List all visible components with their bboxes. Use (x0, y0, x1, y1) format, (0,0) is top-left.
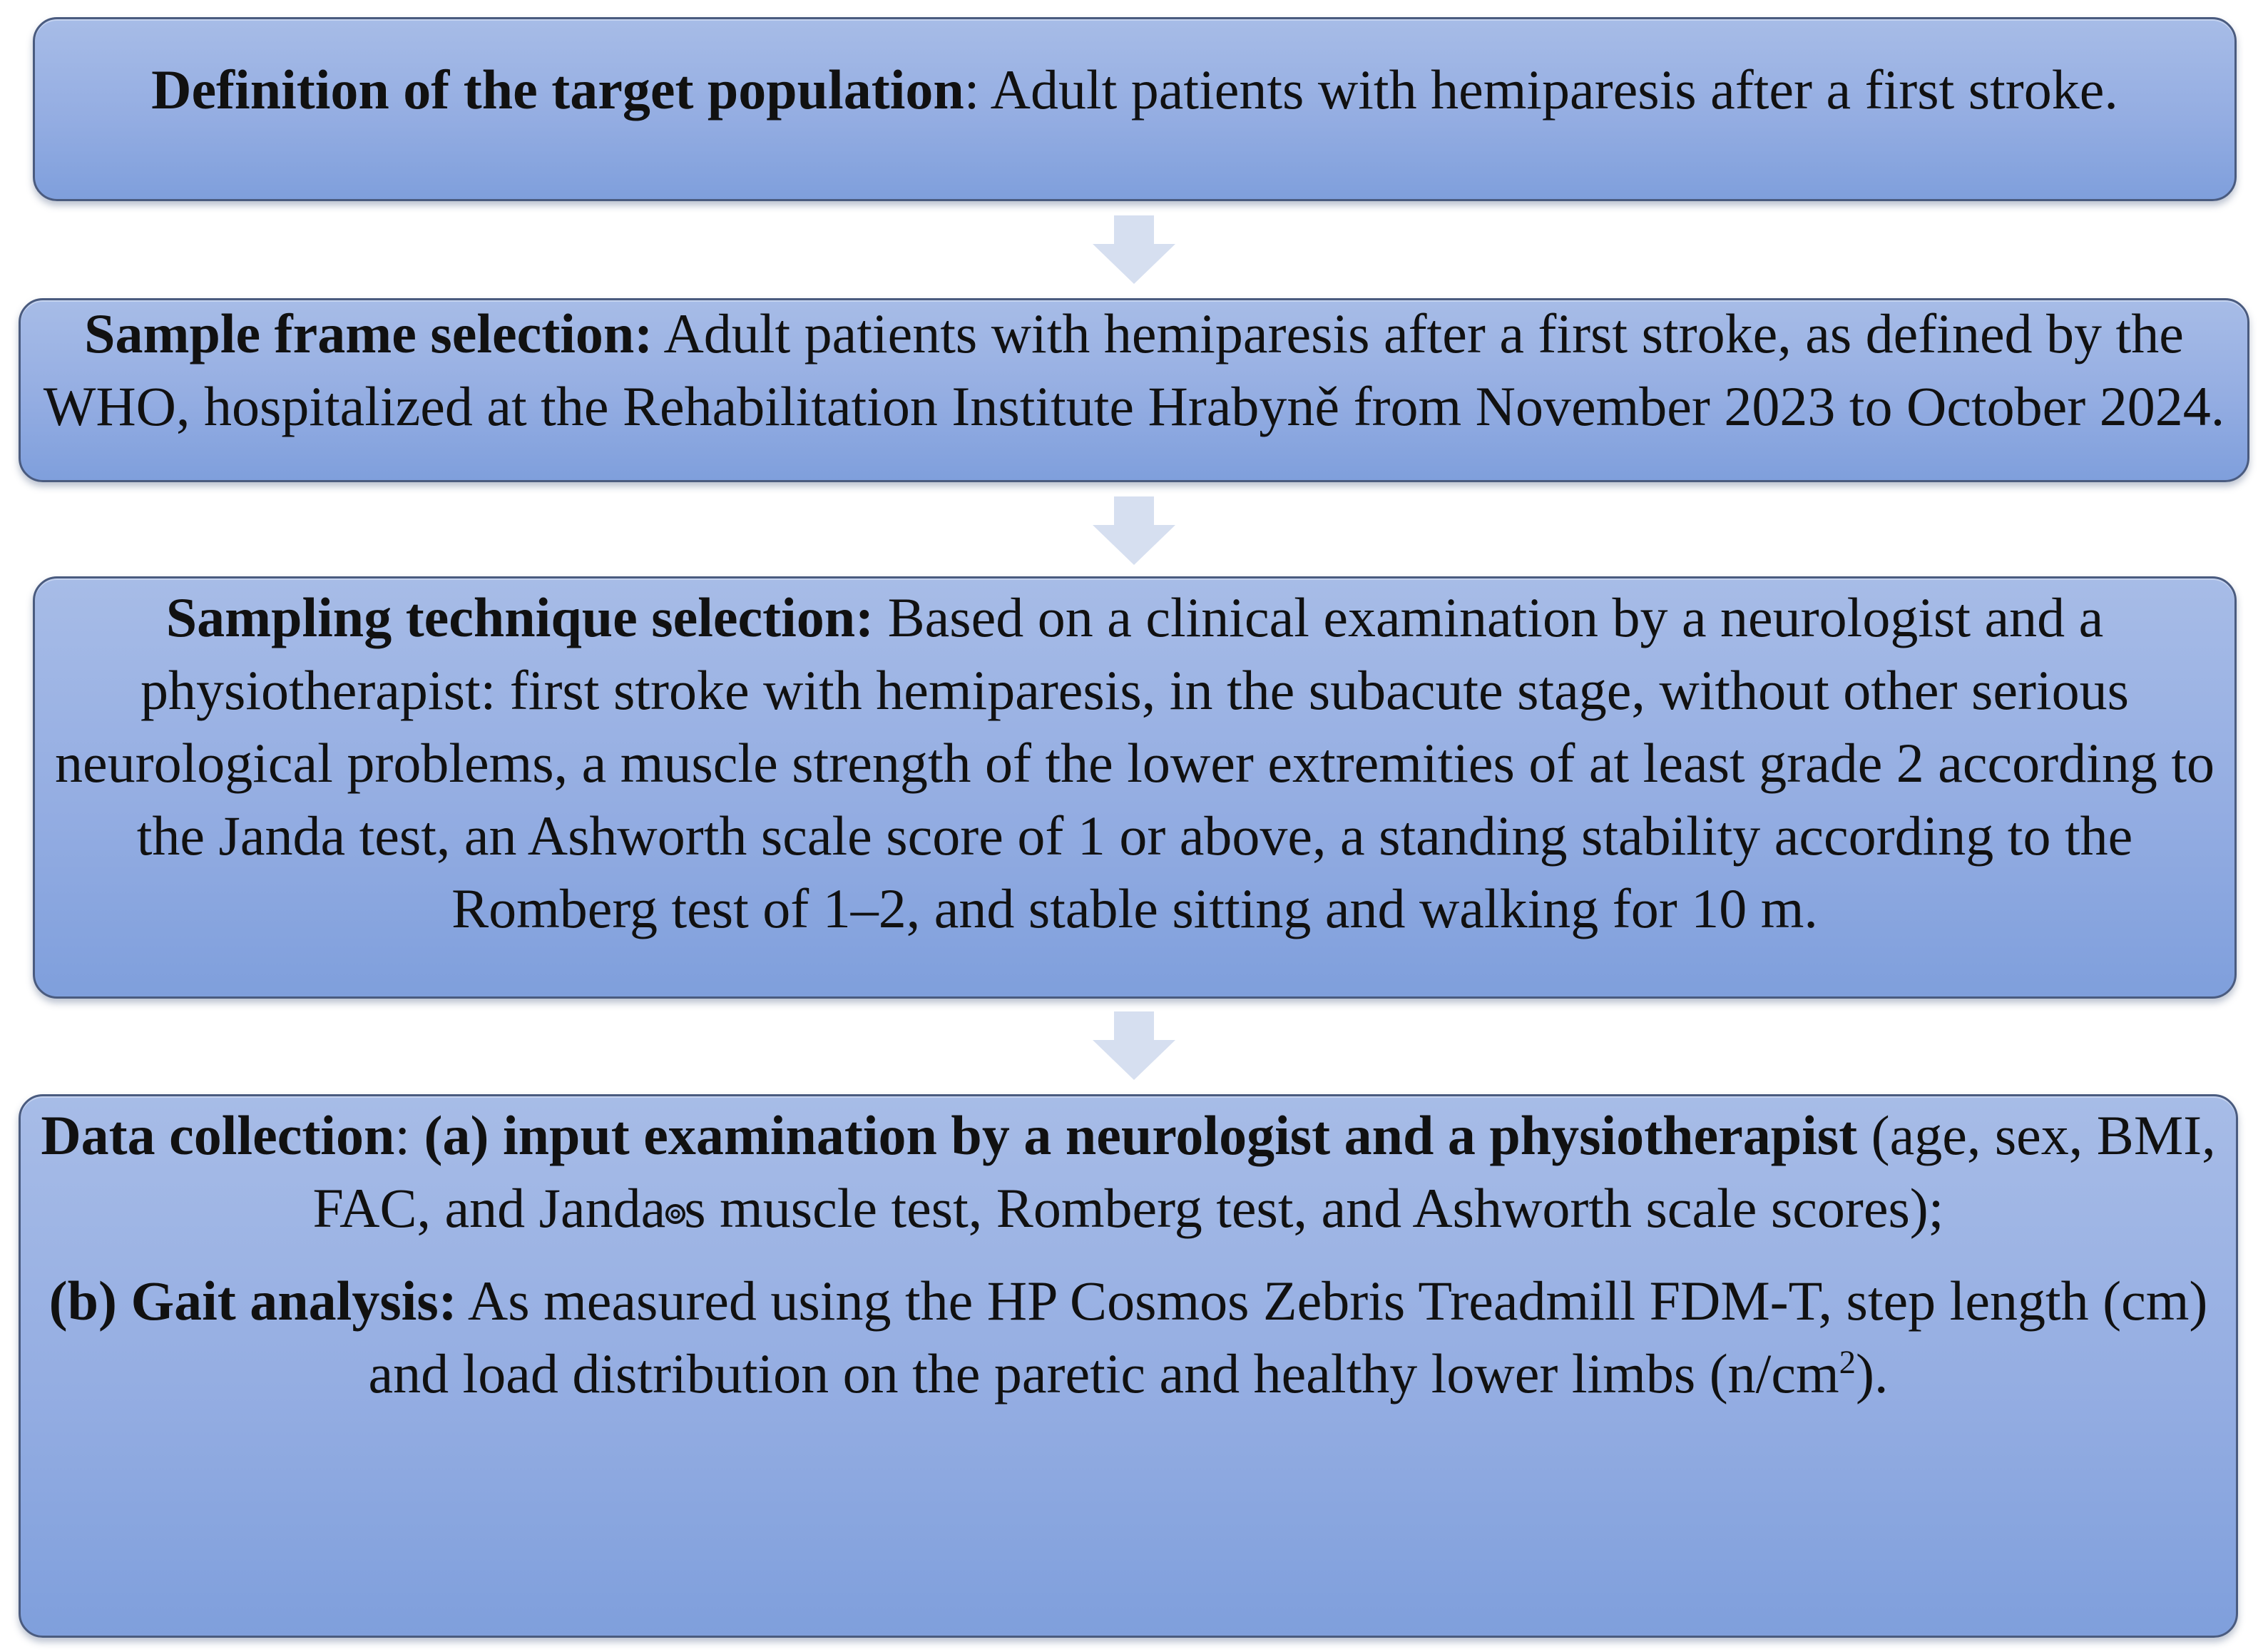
step-title: Definition of the target population (151, 58, 964, 121)
step-sample-frame (19, 298, 2249, 482)
step-title: Sample frame selection: (84, 302, 653, 364)
down-arrow-icon (1093, 1011, 1175, 1080)
sub-a-title: (a) input examination by a neurologist and a physiotherapist (424, 1104, 1858, 1166)
step-sampling-technique (33, 576, 2237, 999)
down-arrow-icon (1093, 215, 1175, 284)
step-sampling-technique-text: Sampling technique selection: Based on a clinical examination by a neurologist and a physiotherapist: first stroke with hemiparesis, in the subacute stage, without other serious neurological problems, a muscle strength of the lower extremities of at least grade 2 according to the Janda test, an Ashworth scale score of 1 or above, a standing stability according to the Romberg test of 1–2, and stable sitting and walking for 10 m. (55, 586, 2215, 939)
step-title: Sampling technique selection: (165, 586, 874, 648)
down-arrow-icon (1093, 496, 1175, 565)
step-target-population-text: Definition of the target population: Adult patients with hemiparesis after a first stroke. (151, 58, 2118, 121)
data-collection-part-b: (b) Gait analysis: As measured using the HP Cosmos Zebris Treadmill FDM-T, step length (cm) and load distribution on the paretic and healthy lower limbs $(n/cm^2)$. (48, 1270, 2208, 1404)
sub-b-title: (b) Gait analysis: (48, 1270, 457, 1332)
step-data-collection (19, 1094, 2238, 1638)
step-title: Data collection (41, 1104, 395, 1166)
step-sample-frame-text: Sample frame selection: Adult patients with hemiparesis after a first stroke, as defined by the WHO, hospitalized at the Rehabilitation Institute Hrabyně from November 2023 to October 2024. (43, 302, 2225, 437)
step-target-population (33, 17, 2237, 201)
data-collection-part-a: Data collection: (a) input examination by a neurologist and a physiotherapist (age, sex, BMI, FAC, and Janda s muscle test, Romberg test, and Ashworth scale scores); (41, 1104, 2216, 1239)
